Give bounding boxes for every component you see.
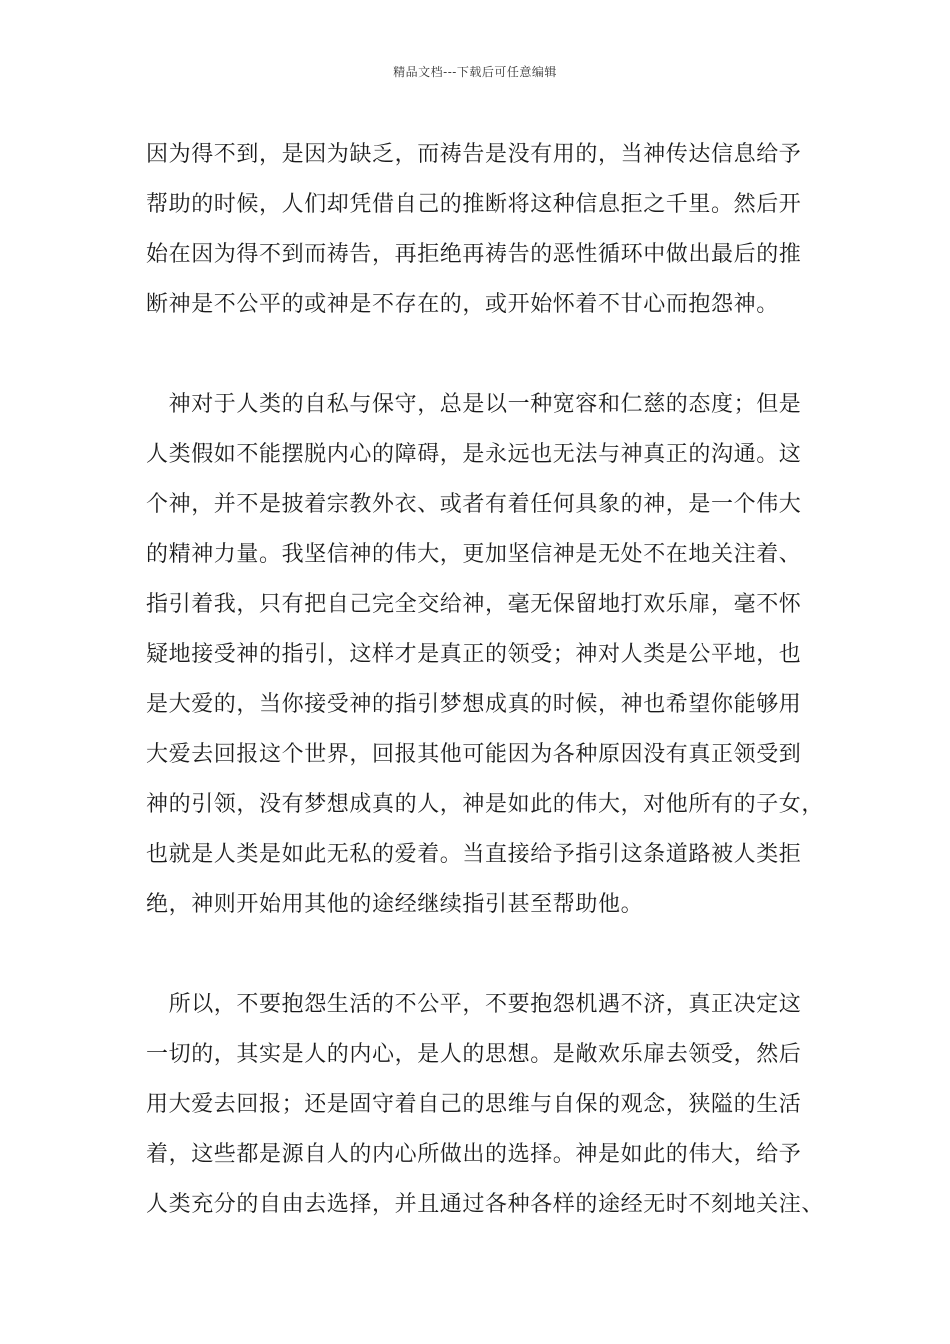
text-line: 着，这些都是源自人的内心所做出的选择。神是如此的伟大，给予 (146, 1142, 802, 1167)
paragraph-gap (146, 330, 818, 380)
paragraph (146, 130, 818, 330)
text-line: 也就是人类是如此无私的爱着。当直接给予指引这条道路被人类拒 (146, 842, 802, 867)
text-line: 一切的，其实是人的内心，是人的思想。是敞欢乐扉去领受，然后 (146, 1042, 802, 1067)
text-line: 始在因为得不到而祷告，再拒绝再祷告的恶性循环中做出最后的推 (146, 242, 802, 267)
text-line: 是大爱的，当你接受神的指引梦想成真的时候，神也希望你能够用 (146, 692, 802, 717)
text-line: 帮助的时候，人们却凭借自己的推断将这种信息拒之千里。然后开 (146, 192, 802, 217)
document-body (146, 130, 825, 1230)
text-line: 所以，不要抱怨生活的不公平，不要抱怨机遇不济，真正决定这 (146, 992, 802, 1017)
text-line: 人类充分的自由去选择，并且通过各种各样的途经无时不刻地关注、 (146, 1192, 825, 1217)
text-line: 神的引领，没有梦想成真的人，神是如此的伟大，对他所有的子女， (146, 792, 825, 817)
text-line: 用大爱去回报；还是固守着自己的思维与自保的观念，狭隘的生活 (146, 1092, 802, 1117)
text-line: 人类假如不能摆脱内心的障碍，是永远也无法与神真正的沟通。这 (146, 442, 802, 467)
paragraph (146, 380, 825, 930)
text-line: 的精神力量。我坚信神的伟大，更加坚信神是无处不在地关注着、 (146, 542, 802, 567)
text-line: 因为得不到，是因为缺乏，而祷告是没有用的，当神传达信息给予 (146, 142, 802, 167)
text-line: 指引着我，只有把自己完全交给神，毫无保留地打欢乐扉，毫不怀 (146, 592, 802, 617)
paragraph (146, 980, 825, 1230)
text-line: 个神，并不是披着宗教外衣、或者有着任何具象的神，是一个伟大 (146, 492, 802, 517)
paragraph-gap (146, 930, 818, 980)
text-line: 大爱去回报这个世界，回报其他可能因为各种原因没有真正领受到 (146, 742, 802, 767)
text-line: 疑地接受神的指引，这样才是真正的领受；神对人类是公平地，也 (146, 642, 802, 667)
text-line: 断神是不公平的或神是不存在的，或开始怀着不甘心而抱怨神。 (146, 292, 779, 317)
text-line: 神对于人类的自私与保守，总是以一种宽容和仁慈的态度；但是 (146, 392, 802, 417)
page-header: 精品文档---下载后可任意编辑 (393, 65, 557, 79)
text-line: 绝，神则开始用其他的途经继续指引甚至帮助他。 (146, 892, 644, 917)
